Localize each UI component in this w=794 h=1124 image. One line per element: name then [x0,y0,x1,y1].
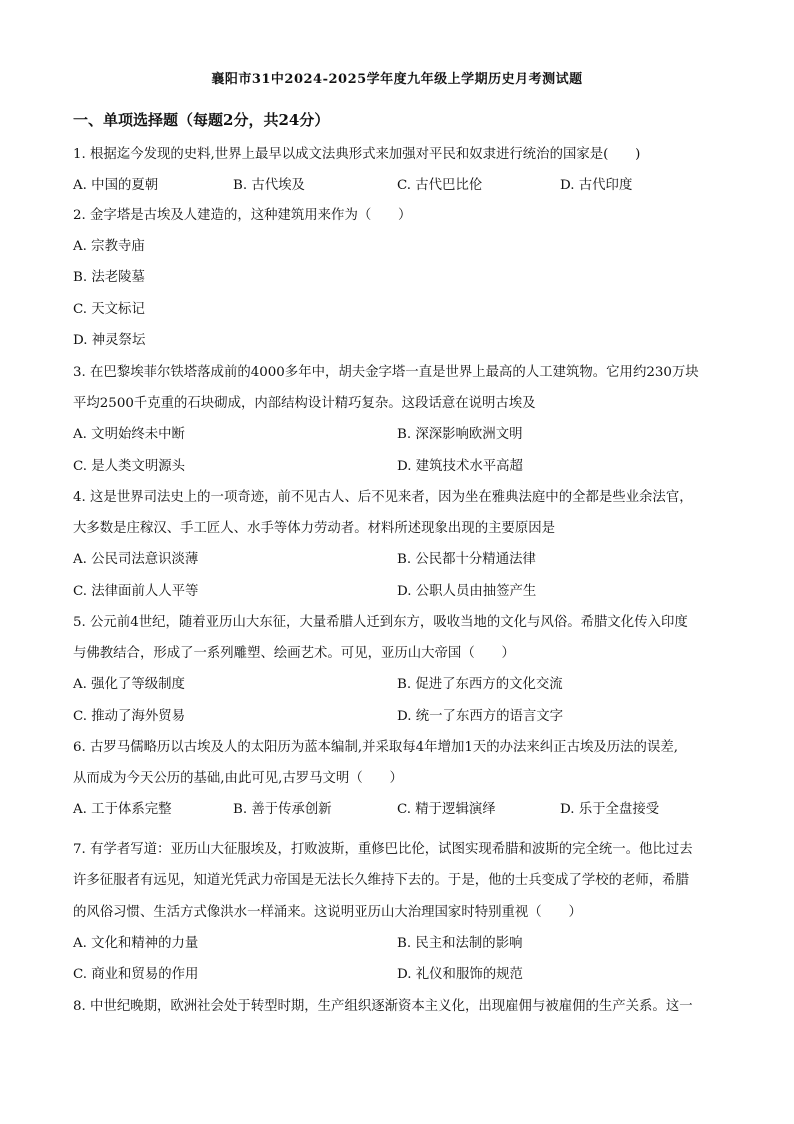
question-6-text-line1: 6. 古罗马儒略历以古埃及人的太阳历为蓝本编制,并采取每4年增加1天的办法来纠正古埃及历法的误差, [73,740,678,755]
question-7-option-b[interactable]: B. 民主和法制的影响 [397,936,523,951]
question-1-option-c[interactable]: C. 古代巴比伦 [397,178,483,193]
question-6-text-line2: 从而成为今天公历的基础,由此可见,古罗马文明（ ） [73,771,403,786]
question-2-option-b[interactable]: B. 法老陵墓 [73,270,145,285]
question-6-option-c[interactable]: C. 精于逻辑演绎 [397,802,496,817]
question-7-option-a[interactable]: A. 文化和精神的力量 [73,936,199,951]
question-4-text-line1: 4. 这是世界司法史上的一项奇迹，前不见古人、后不见来者，因为坐在雅典法庭中的全都是些业余法官， [73,490,693,505]
question-7-option-c[interactable]: C. 商业和贸易的作用 [73,967,199,982]
question-5-text-line1: 5. 公元前4世纪，随着亚历山大东征，大量希腊人迁到东方，吸收当地的文化与风俗。希腊文化传入印度 [73,615,688,630]
question-4-option-b[interactable]: B. 公民都十分精通法律 [397,552,536,567]
question-4-text-line2: 大多数是庄稼汉、手工匠人、水手等体力劳动者。材料所述现象出现的主要原因是 [73,521,556,536]
question-2-option-a[interactable]: A. 宗教寺庙 [73,239,145,254]
page-title: 襄阳市31中2024-2025学年度九年级上学期历史月考测试题 [211,72,583,87]
question-8-text-line1: 8. 中世纪晚期，欧洲社会处于转型时期，生产组织逐渐资本主义化，出现雇佣与被雇佣的生产关系。这一 [73,999,693,1014]
question-1-text: 1. 根据迄今发现的史料,世界上最早以成文法典形式来加强对平民和奴隶进行统治的国家是( ) [73,147,641,162]
question-4-option-d[interactable]: D. 公职人员由抽签产生 [397,584,537,599]
question-5-text-line2: 与佛教结合，形成了一系列雕塑、绘画艺术。可见，亚历山大帝国（ ） [73,646,515,661]
question-6-option-b[interactable]: B. 善于传承创新 [233,802,332,817]
question-6-option-a[interactable]: A. 工于体系完整 [73,802,172,817]
question-7-option-d[interactable]: D. 礼仪和服饰的规范 [397,967,523,982]
question-2-text: 2. 金字塔是古埃及人建造的，这种建筑用来作为（ ） [73,208,412,223]
question-4-option-c[interactable]: C. 法律面前人人平等 [73,584,199,599]
question-3-option-d[interactable]: D. 建筑技术水平高超 [397,459,523,474]
question-5-option-c[interactable]: C. 推动了海外贸易 [73,709,186,724]
question-3-option-b[interactable]: B. 深深影响欧洲文明 [397,427,523,442]
question-1-option-a[interactable]: A. 中国的夏朝 [73,178,159,193]
question-6-option-d[interactable]: D. 乐于全盘接受 [560,802,660,817]
question-7-text-line1: 7. 有学者写道：亚历山大征服埃及，打败波斯，重修巴比伦，试图实现希腊和波斯的完全统一。他比过去 [73,842,693,857]
question-7-text-line2: 许多征服者有远见，知道光凭武力帝国是无法长久维持下去的。于是，他的士兵变成了学校的老师，希腊 [73,873,689,888]
question-7-text-line3: 的风俗习惯、生活方式像洪水一样涌来。这说明亚历山大治理国家时特别重视（ ） [73,905,582,920]
question-3-option-c[interactable]: C. 是人类文明源头 [73,459,186,474]
question-4-option-a[interactable]: A. 公民司法意识淡薄 [73,552,199,567]
question-1-option-b[interactable]: B. 古代埃及 [233,178,305,193]
question-3-text-line1: 3. 在巴黎埃菲尔铁塔落成前的4000多年中，胡夫金字塔一直是世界上最高的人工建筑物。它用约230万块 [73,365,699,380]
question-5-option-b[interactable]: B. 促进了东西方的文化交流 [397,677,563,692]
question-3-text-line2: 平均2500千克重的石块砌成，内部结构设计精巧复杂。这段话意在说明古埃及 [73,396,536,411]
question-5-option-d[interactable]: D. 统一了东西方的语言文字 [397,709,564,724]
question-2-option-d[interactable]: D. 神灵祭坛 [73,333,146,348]
section-heading: 一、单项选择题（每题2分，共24分） [73,111,330,129]
question-5-option-a[interactable]: A. 强化了等级制度 [73,677,185,692]
question-2-option-c[interactable]: C. 天文标记 [73,302,145,317]
question-3-option-a[interactable]: A. 文明始终未中断 [73,427,185,442]
question-1-option-d[interactable]: D. 古代印度 [560,178,633,193]
